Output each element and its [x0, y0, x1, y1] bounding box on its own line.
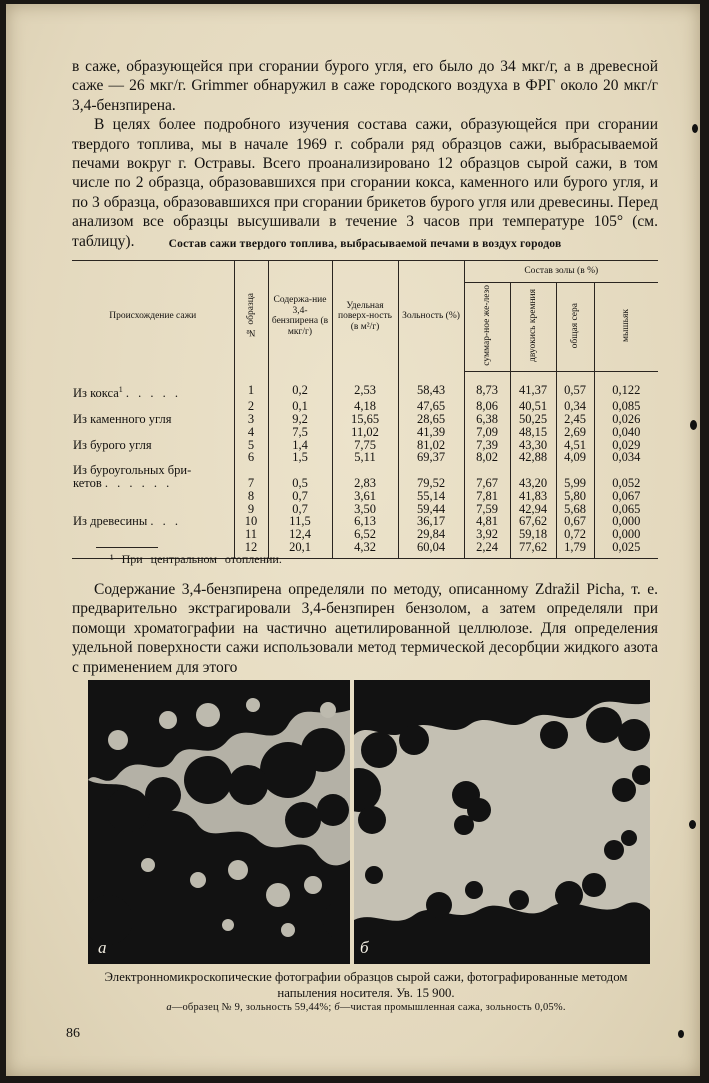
- cell-surface: 7,75: [332, 439, 398, 452]
- cell-sulfur: 0,67: [556, 515, 594, 528]
- cell-silica: 77,62: [510, 541, 556, 558]
- cell-silica: 59,18: [510, 528, 556, 541]
- table-row: [72, 426, 658, 439]
- cell-arsenic: 0,026: [594, 413, 658, 426]
- caption-mark-b: б: [334, 1002, 340, 1013]
- cell-ash: 69,37: [398, 451, 464, 464]
- cell-arsenic: 0,085: [594, 400, 658, 413]
- cell-number: 4: [234, 426, 268, 439]
- row-origin-label: кетов . . . . . .: [73, 475, 173, 490]
- cell-iron: 6,38: [464, 413, 510, 426]
- cell-ash: 28,65: [398, 413, 464, 426]
- cell-silica: 42,94: [510, 503, 556, 516]
- header-surface: Удельная поверх-ность (в м²/г): [332, 261, 398, 372]
- cell-arsenic: 0,025: [594, 541, 658, 558]
- cell-benzpyrene: 20,1: [268, 541, 332, 558]
- cell-sulfur: 5,99: [556, 477, 594, 490]
- cell-sulfur: 4,09: [556, 451, 594, 464]
- cell-ash: 47,65: [398, 400, 464, 413]
- method-text: [72, 580, 658, 677]
- cell-surface: 2,83: [332, 477, 398, 490]
- cell-number: 12: [234, 541, 268, 558]
- soot-composition-table: [72, 260, 658, 559]
- table-title: Состав сажи твердого топлива, выбрасываемой печами в воздух городов: [168, 238, 562, 250]
- table-body: [72, 372, 658, 559]
- caption-mark-a: а: [166, 1002, 172, 1013]
- cell-arsenic: 0,034: [594, 451, 658, 464]
- header-content: Содержа-ние 3,4-бензпирена (в мкг/г): [268, 261, 332, 372]
- header-silica: двуокись кремния: [510, 283, 556, 372]
- cell-number: 6: [234, 451, 268, 464]
- cell-benzpyrene: 1,5: [268, 451, 332, 464]
- cell-arsenic: 0,067: [594, 490, 658, 503]
- cell-silica: 48,15: [510, 426, 556, 439]
- cell-sulfur: 5,80: [556, 490, 594, 503]
- cell-silica: 41,83: [510, 490, 556, 503]
- cell-sulfur: 0,57: [556, 384, 594, 400]
- cell-number: 2: [234, 400, 268, 413]
- intro-text: [72, 57, 658, 251]
- figure-caption: Электронномикроскопические фотографии образцов сырой сажи, фотографированные методом напыления носителя. Ув. 15 900.: [104, 970, 628, 1000]
- cell-benzpyrene: 0,5: [268, 477, 332, 490]
- cell-surface: 2,53: [332, 384, 398, 400]
- footnote: ¹ При центральном отоплении.: [110, 552, 282, 566]
- cell-benzpyrene: 0,7: [268, 490, 332, 503]
- header-ash-composition: Состав золы (в %): [464, 261, 658, 283]
- cell-surface: 11,02: [332, 426, 398, 439]
- row-origin-label: [72, 528, 234, 541]
- cell-silica: 50,25: [510, 413, 556, 426]
- cell-silica: 43,20: [510, 477, 556, 490]
- cell-sulfur: 5,68: [556, 503, 594, 516]
- cell-surface: 4,32: [332, 541, 398, 558]
- ink-speck: [690, 420, 697, 430]
- cell-sulfur: 0,34: [556, 400, 594, 413]
- table-row: [72, 384, 658, 400]
- cell-iron: 2,24: [464, 541, 510, 558]
- cell-number: 8: [234, 490, 268, 503]
- header-iron: суммар-ное же-лезо: [464, 283, 510, 372]
- cell-iron: 3,92: [464, 528, 510, 541]
- cell-silica: 67,62: [510, 515, 556, 528]
- cell-benzpyrene: 0,2: [268, 384, 332, 400]
- cell-number: 1: [234, 384, 268, 400]
- cell-number: 10: [234, 515, 268, 528]
- cell-ash: 79,52: [398, 477, 464, 490]
- cell-silica: 43,30: [510, 439, 556, 452]
- cell-surface: 5,11: [332, 451, 398, 464]
- cell-benzpyrene: 0,1: [268, 400, 332, 413]
- figure-caption-legend: [76, 1002, 656, 1013]
- cell-arsenic: 0,122: [594, 384, 658, 400]
- cell-iron: 8,02: [464, 451, 510, 464]
- cell-iron: 7,59: [464, 503, 510, 516]
- cell-iron: 7,39: [464, 439, 510, 452]
- cell-number: 7: [234, 477, 268, 490]
- cell-ash: 55,14: [398, 490, 464, 503]
- ink-speck: [692, 124, 698, 133]
- cell-ash: 41,39: [398, 426, 464, 439]
- row-origin-label: Из кокса$^1$ . . . . .: [73, 385, 182, 401]
- cell-arsenic: 0,029: [594, 439, 658, 452]
- cell-number: 3: [234, 413, 268, 426]
- row-origin-label: [72, 490, 234, 503]
- ink-speck: [689, 820, 696, 829]
- cell-surface: 6,52: [332, 528, 398, 541]
- cell-arsenic: 0,000: [594, 515, 658, 528]
- footnote-rule: [96, 547, 158, 548]
- cell-ash: 81,02: [398, 439, 464, 452]
- table-row: [72, 477, 658, 490]
- cell-arsenic: 0,052: [594, 477, 658, 490]
- cell-surface: 4,18: [332, 400, 398, 413]
- cell-arsenic: 0,000: [594, 528, 658, 541]
- cell-sulfur: 0,72: [556, 528, 594, 541]
- photo-label-a: а: [98, 938, 107, 957]
- cell-benzpyrene: 0,7: [268, 503, 332, 516]
- cell-iron: 7,67: [464, 477, 510, 490]
- header-sulfur: общая сера: [556, 283, 594, 372]
- cell-ash: 36,17: [398, 515, 464, 528]
- intro-paragraph-2: В целях более подробного изучения состава сажи, образующейся при сгорании твердого топлива, мы в начале 1969 г. собрали ряд образцов сажи, выбрасываемой печами вокруг г. Остравы. Всего проанализировано 12 образцов сырой сажи, в том числе по 2 образца, образовавшихся при сгорании кокса, каменного или бурого угля, и по 3 образца, образовавшихся при сгорании брикетов бурого угля или древесины. Перед анализом все образцы высушивали в течение 3 часов при температуре 105° (см. таблицу).: [72, 116, 658, 250]
- cell-iron: 4,81: [464, 515, 510, 528]
- cell-silica: 40,51: [510, 400, 556, 413]
- cell-surface: 3,61: [332, 490, 398, 503]
- book-page: [6, 4, 700, 1076]
- page-number: 86: [66, 1026, 80, 1041]
- cell-benzpyrene: 11,5: [268, 515, 332, 528]
- cell-silica: 41,37: [510, 384, 556, 400]
- micrograph-b: [354, 680, 650, 964]
- row-origin-label: Из древесины . . .: [73, 514, 182, 529]
- cell-surface: 3,50: [332, 503, 398, 516]
- row-origin-label: Из каменного угля: [73, 411, 172, 426]
- header-ash: Зольность (%): [398, 261, 464, 372]
- cell-sulfur: 4,51: [556, 439, 594, 452]
- cell-iron: 7,09: [464, 426, 510, 439]
- caption-text-a: —образец № 9, зольность 59,44%;: [171, 1002, 332, 1013]
- cell-number: 9: [234, 503, 268, 516]
- intro-paragraph-1: в саже, образующейся при сгорании бурого угля, его было до 34 мкг/г, а в древесной саже — 26 мкг/г. Grimmer обнаружил в саже городского воздуха в ФРГ около 20 мкг/г 3,4-бензпирена.: [72, 58, 658, 114]
- photo-label-b: б: [360, 938, 369, 957]
- cell-benzpyrene: 7,5: [268, 426, 332, 439]
- cell-arsenic: 0,040: [594, 426, 658, 439]
- cell-benzpyrene: 1,4: [268, 439, 332, 452]
- cell-sulfur: 1,79: [556, 541, 594, 558]
- cell-number: 11: [234, 528, 268, 541]
- cell-iron: 8,73: [464, 384, 510, 400]
- header-origin: Происхождение сажи: [72, 261, 234, 372]
- cell-sulfur: 2,45: [556, 413, 594, 426]
- cell-number: 5: [234, 439, 268, 452]
- cell-ash: 29,84: [398, 528, 464, 541]
- micrograph-a: [88, 680, 350, 964]
- method-paragraph: Содержание 3,4-бензпирена определяли по методу, описанному Zdražil Picha, т. е. предварительно экстрагировали 3,4-бензпирен бензолом, а затем определяли при помощи хроматографии на частично ацетилированной целлюлозе. Для определения удельной поверхности сажи использовали метод термической десорбции жидкого азота с применением для этого: [72, 581, 658, 676]
- row-origin-label: Из бурого угля: [73, 437, 152, 452]
- cell-benzpyrene: 12,4: [268, 528, 332, 541]
- caption-text-b: —чистая промышленная сажа, зольность 0,05%.: [339, 1002, 566, 1013]
- row-origin-label: Из буроугольных бри-: [73, 463, 192, 478]
- cell-benzpyrene: 9,2: [268, 413, 332, 426]
- cell-surface: 15,65: [332, 413, 398, 426]
- table-row: [72, 413, 658, 426]
- header-number: № образца: [234, 261, 268, 372]
- table-row: [72, 490, 658, 503]
- cell-ash: 60,04: [398, 541, 464, 558]
- cell-iron: 7,81: [464, 490, 510, 503]
- table-row: [72, 528, 658, 541]
- header-arsenic: мышьяк: [594, 283, 658, 372]
- cell-surface: 6,13: [332, 515, 398, 528]
- cell-ash: 59,44: [398, 503, 464, 516]
- cell-silica: 42,88: [510, 451, 556, 464]
- ink-speck: [678, 1030, 684, 1038]
- cell-sulfur: 2,69: [556, 426, 594, 439]
- cell-arsenic: 0,065: [594, 503, 658, 516]
- cell-ash: 58,43: [398, 384, 464, 400]
- cell-iron: 8,06: [464, 400, 510, 413]
